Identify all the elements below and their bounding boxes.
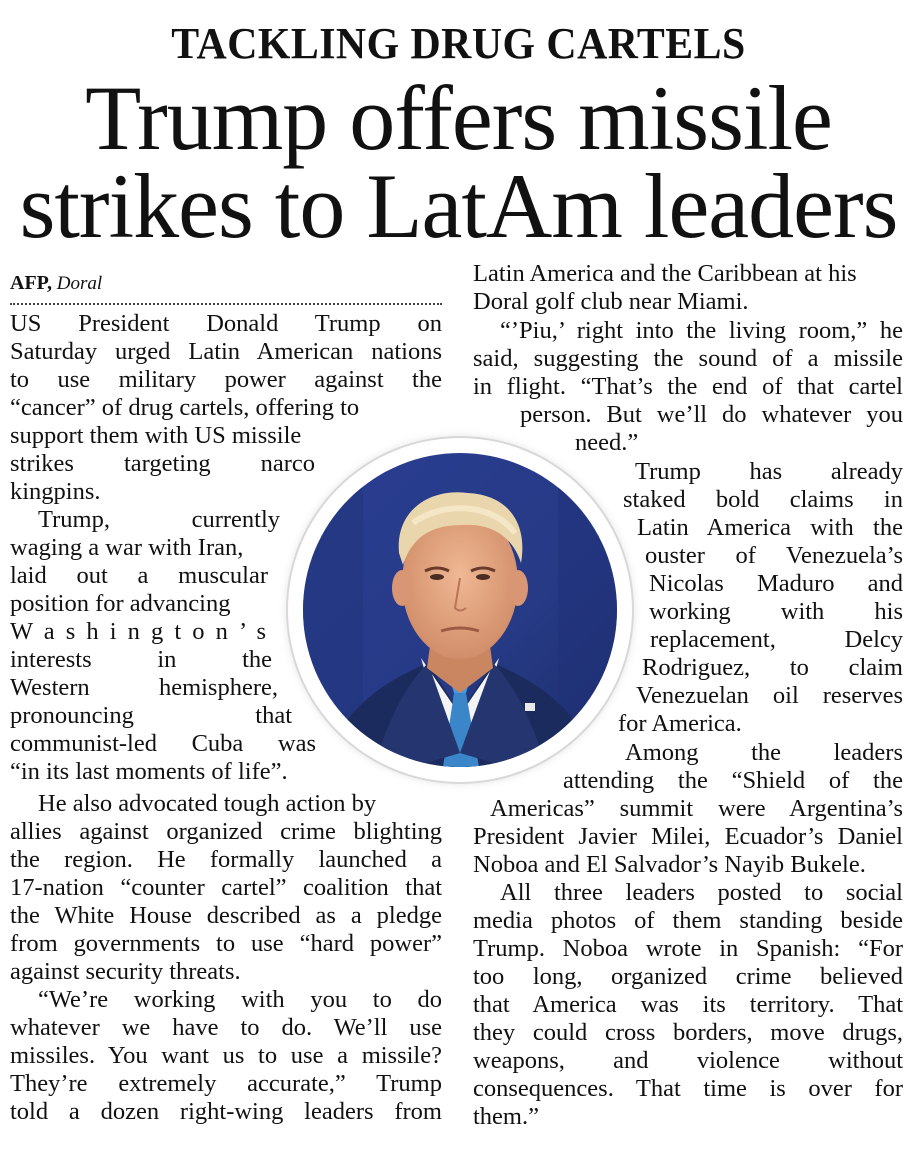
column-2-text-line: replacement, Delcy	[650, 626, 903, 653]
column-2-text-line: media photos of them standing beside	[473, 907, 903, 934]
column-1-text-line: told a dozen right-wing leaders from	[10, 1098, 442, 1125]
column-1-text-line: “We’re working with you to do	[38, 986, 442, 1013]
column-1-text-line: Western hemisphere,	[10, 674, 278, 701]
column-1-text-line: US President Donald Trump on	[10, 310, 442, 337]
column-1-text-line: to use military power against the	[10, 366, 442, 393]
column-2-text-line: Nicolas Maduro and	[649, 570, 903, 597]
column-2-text-line: ouster of Venezuela’s	[645, 542, 903, 569]
column-2-text-line: they could cross borders, move drugs,	[473, 1019, 903, 1046]
column-2-text-line: for America.	[618, 710, 742, 737]
column-2-text-line: working with his	[649, 598, 903, 625]
column-2-text-line: Latin America and the Caribbean at his	[473, 260, 857, 287]
column-2-text-line: too long, organized crime believed	[473, 963, 903, 990]
column-2-text-line: in flight. “That’s the end of that cartel	[473, 373, 903, 400]
column-1-text-line: interests in the	[10, 646, 272, 673]
column-2-text-line: Noboa and El Salvador’s Nayib Bukele.	[473, 851, 866, 878]
byline	[10, 270, 102, 297]
column-1-text-line: Saturday urged Latin American nations	[10, 338, 442, 365]
column-2-text-line: Americas” summit were Argentina’s	[490, 795, 903, 822]
column-1-text-line: from governments to use “hard power”	[10, 930, 442, 957]
column-2-text-line: staked bold claims in	[623, 486, 903, 513]
column-1-text-line: waging a war with Iran,	[10, 534, 244, 561]
headline-line-2: strikes to LatAm leaders	[19, 155, 898, 257]
column-2-text-line: consequences. That time is over for	[473, 1075, 903, 1102]
column-2-text-line: weapons, and violence without	[473, 1047, 903, 1074]
section-kicker: TACKLING DRUG CARTELS	[171, 19, 746, 68]
column-2-text-line: Doral golf club near Miami.	[473, 288, 749, 315]
column-2-text-line: Trump. Noboa wrote in Spanish: “For	[473, 935, 903, 962]
column-2-text-line: them.”	[473, 1103, 539, 1130]
column-1-text-line: pronouncing that	[10, 702, 292, 729]
column-2-text-line: All three leaders posted to social	[500, 879, 903, 906]
column-2-text-line: that America was its territory. That	[473, 991, 903, 1018]
column-2-text-line: Trump has already	[635, 458, 903, 485]
byline-divider	[10, 303, 442, 305]
column-1-text-line: They’re extremely accurate,” Trump	[10, 1070, 442, 1097]
column-1-text-line: the region. He formally launched a	[10, 846, 442, 873]
column-1-text-line: against security threats.	[10, 958, 241, 985]
byline-source: AFP,	[10, 272, 53, 294]
portrait-illustration	[303, 453, 617, 767]
byline-place: Doral	[56, 273, 103, 294]
column-1-text-line: “cancer” of drug cartels, offering to	[10, 394, 360, 421]
column-2-text-line: said, suggesting the sound of a missile	[473, 345, 903, 372]
column-2-text-line: attending the “Shield of the	[563, 767, 903, 794]
column-1-text-line: communist-led Cuba was	[10, 730, 316, 757]
column-1-text-line: the White House described as a pledge	[10, 902, 442, 929]
column-1-text-line: allies against organized crime blighting	[10, 818, 442, 845]
column-1-text-line: kingpins.	[10, 478, 101, 505]
column-1-text-line: whatever we have to do. We’ll use	[10, 1014, 442, 1041]
column-1-text-line: laid out a muscular	[10, 562, 268, 589]
headline-line-1: Trump offers missile	[85, 67, 832, 169]
column-1-text-line: 17-nation “counter cartel” coalition that	[10, 874, 442, 901]
portrait-image	[303, 453, 617, 767]
column-2-text-line: need.”	[575, 429, 639, 456]
column-2-text-line: Latin America with the	[637, 514, 903, 541]
column-2-text-line: Venezuelan oil reserves	[636, 682, 903, 709]
column-2-text-line: Among the leaders	[625, 739, 903, 766]
column-1-text-line: strikes targeting narco	[10, 450, 315, 477]
column-1-text-line: “in its last moments of life”.	[10, 758, 288, 785]
column-1-text-line: W a s h i n g t o n ’ s	[10, 618, 266, 645]
column-1-text-line: position for advancing	[10, 590, 231, 617]
column-2-text-line: Rodriguez, to claim	[642, 654, 903, 681]
column-1-text-line: He also advocated tough action by	[38, 790, 377, 817]
column-1-text-line: support them with US missile	[10, 422, 302, 449]
headline	[10, 67, 907, 257]
column-2-text-line: President Javier Milei, Ecuador’s Daniel	[473, 823, 903, 850]
column-2-text-line: “’Piu,’ right into the living room,” he	[500, 317, 903, 344]
column-1-text-line: missiles. You want us to use a missile?	[10, 1042, 442, 1069]
column-2-text-line: person. But we’ll do whatever you	[520, 401, 903, 428]
column-1-text-line: Trump, currently	[38, 506, 280, 533]
